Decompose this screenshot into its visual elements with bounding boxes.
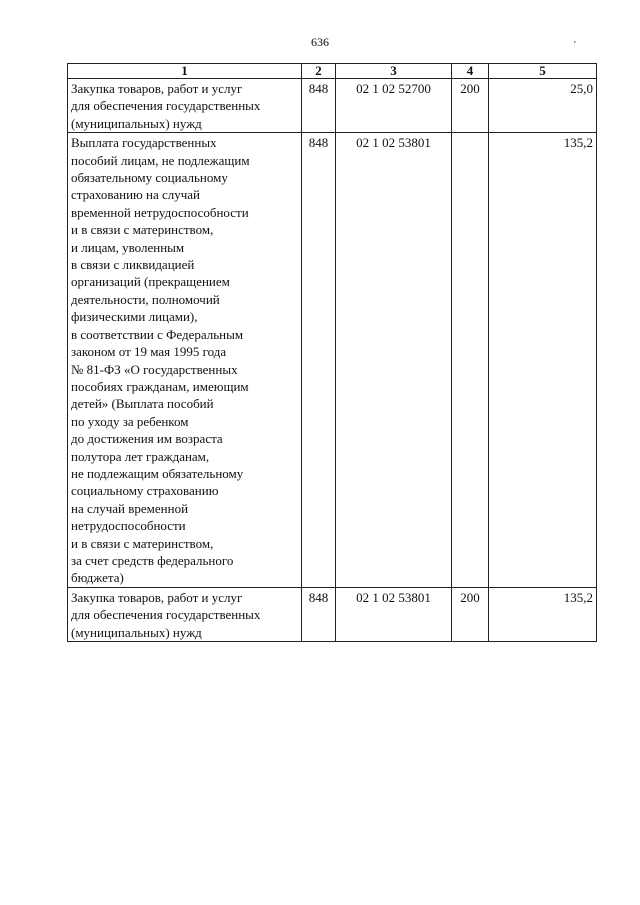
row-amount: 25,0 xyxy=(489,79,597,133)
row-name: Выплата государственных пособий лицам, не подлежащим обязательному социальному страхованию на случай временной нетрудоспособности и в связи с материнством, и лицам, уволенным в связи с ликвидацией организаций (прекращением деятельности, полномочий физическими лицами), в соответствии с Федеральным законом от 19 мая 1995 года № 81-ФЗ «О государственных пособиях гражданам, имеющим детей» (Выплата пособий по уходу за ребенком до достижения им возраста полутора лет гражданам, не подлежащим обязательному социальному страхованию на случай временной нетрудоспособности и в связи с материнством, за счет средств федерального бюджета) xyxy=(68,133,302,588)
table-row xyxy=(68,79,597,133)
table-row xyxy=(68,133,597,588)
header-col-2: 2 xyxy=(302,64,336,79)
header-col-4: 4 xyxy=(452,64,489,79)
row-amount: 135,2 xyxy=(489,587,597,641)
row-expense-type xyxy=(452,133,489,588)
row-target-article: 02 1 02 53801 xyxy=(336,587,452,641)
row-ministry-code: 848 xyxy=(302,587,336,641)
budget-table xyxy=(67,63,597,642)
header-row xyxy=(68,64,597,79)
page-number: 636 xyxy=(311,35,329,49)
header-col-5: 5 xyxy=(489,64,597,79)
row-name: Закупка товаров, работ и услуг для обеспечения государственных (муниципальных) нужд xyxy=(68,79,302,133)
row-expense-type: 200 xyxy=(452,79,489,133)
row-expense-type: 200 xyxy=(452,587,489,641)
header-col-1: 1 xyxy=(68,64,302,79)
row-ministry-code: 848 xyxy=(302,133,336,588)
row-ministry-code: 848 xyxy=(302,79,336,133)
row-amount: 135,2 xyxy=(489,133,597,588)
corner-mark: ' xyxy=(574,40,576,51)
row-target-article: 02 1 02 53801 xyxy=(336,133,452,588)
row-target-article: 02 1 02 52700 xyxy=(336,79,452,133)
table-row xyxy=(68,587,597,641)
header-col-3: 3 xyxy=(336,64,452,79)
row-name: Закупка товаров, работ и услуг для обеспечения государственных (муниципальных) нужд xyxy=(68,587,302,641)
